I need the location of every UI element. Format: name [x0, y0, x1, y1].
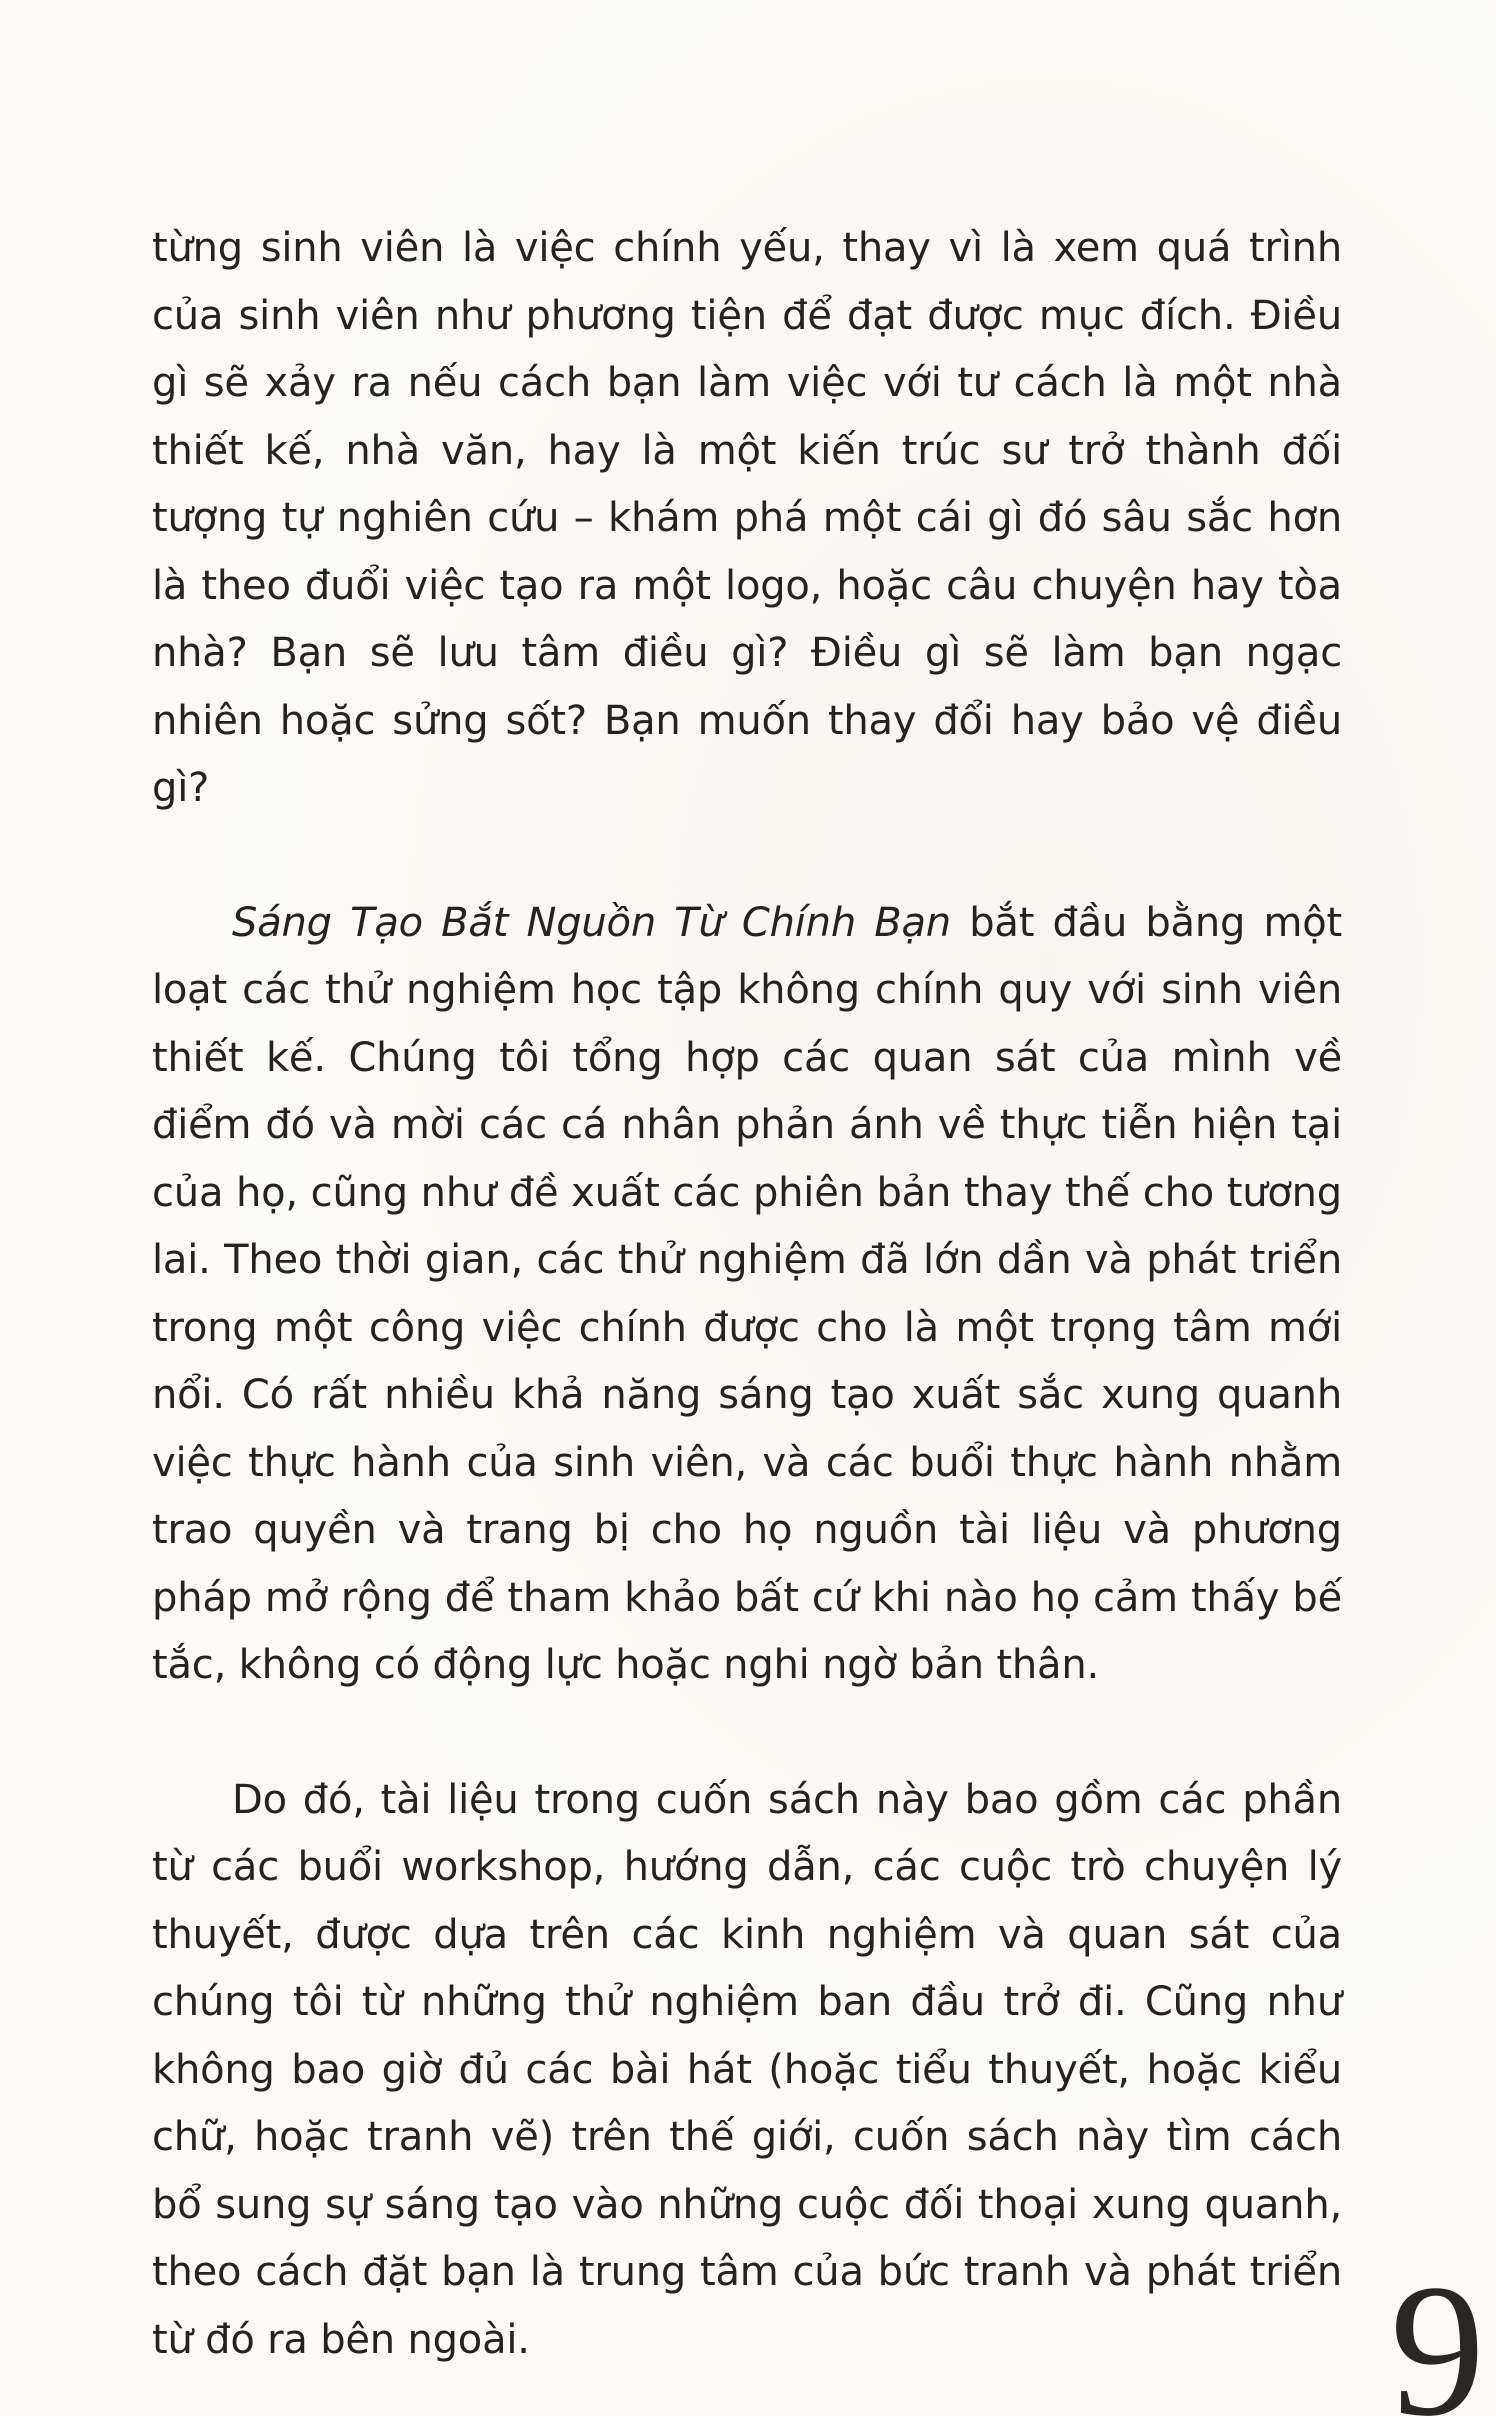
book-title-italic: Sáng Tạo Bắt Nguồn Từ Chính Bạn: [232, 899, 951, 946]
paragraph-3: [152, 1767, 1342, 2375]
paragraph-2-text: bắt đầu bằng một loạt các thử nghiệm học tập không chính quy với sinh viên thiết kế. Chúng tôi tổng hợp các quan sát của mình về điểm đó và mời các cá nhân phản ánh về thực tiễn hiện tại của họ, cũng như đề xuất các phiên bản thay thế cho tương lai. Theo thời gian, các thử nghiệm đã lớn dần và phát triển trong một công việc chính được cho là một trọng tâm mới nổi. Có rất nhiều khả năng sáng tạo xuất sắc xung quanh việc thực hành của sinh viên, và các buổi thực hành nhằm trao quyền và trang bị cho họ nguồn tài liệu và phương pháp mở rộng để tham khảo bất cứ khi nào họ cảm thấy bế tắc, không có động lực hoặc nghi ngờ bản thân.: [152, 899, 1342, 1688]
paragraph-1: [152, 215, 1342, 823]
paragraph-2: [152, 890, 1342, 1700]
body-text: [152, 215, 1342, 2374]
paragraph-1-text: từng sinh viên là việc chính yếu, thay vì là xem quá trình của sinh viên như phương tiện để đạt được mục đích. Điều gì sẽ xảy ra nếu cách bạn làm việc với tư cách là một nhà thiết kế, nhà văn, hay là một kiến trúc sư trở thành đối tượng tự nghiên cứu – khám phá một cái gì đó sâu sắc hơn là theo đuổi việc tạo ra một logo, hoặc câu chuyện hay tòa nhà? Bạn sẽ lưu tâm điều gì? Điều gì sẽ làm bạn ngạc nhiên hoặc sửng sốt? Bạn muốn thay đổi hay bảo vệ điều gì?: [152, 225, 1342, 811]
page-number-text: 9: [1390, 2262, 1485, 2416]
page-number: [1366, 2262, 1496, 2416]
paragraph-3-text: Do đó, tài liệu trong cuốn sách này bao gồm các phần từ các buổi workshop, hướng dẫn, các cuộc trò chuyện lý thuyết, được dựa trên các kinh nghiệm và quan sát của chúng tôi từ những thử nghiệm ban đầu trở đi. Cũng như không bao giờ đủ các bài hát (hoặc tiểu thuyết, hoặc kiểu chữ, hoặc tranh vẽ) trên thế giới, cuốn sách này tìm cách bổ sung sự sáng tạo vào những cuộc đối thoại xung quanh, theo cách đặt bạn là trung tâm của bức tranh và phát triển từ đó ra bên ngoài.: [152, 1776, 1342, 2363]
